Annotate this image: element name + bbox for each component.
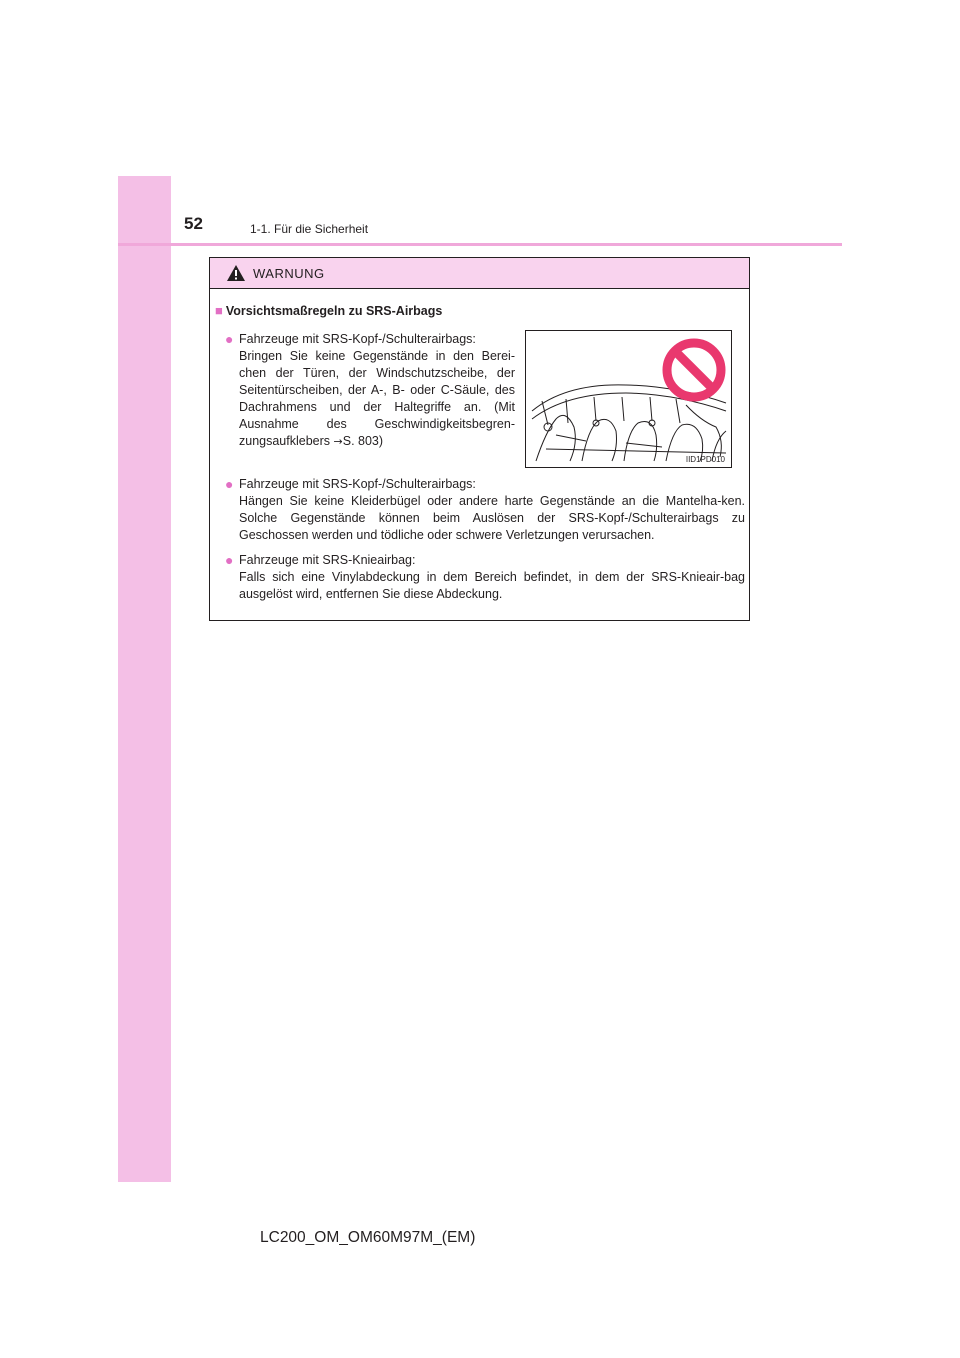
warning-subheading-text: Vorsichtsmaßregeln zu SRS-Airbags [225, 304, 443, 318]
side-tab-strip [118, 176, 171, 1182]
page-number: 52 [184, 214, 203, 233]
bullet-title: Fahrzeuge mit SRS-Knieairbag: [239, 553, 416, 567]
bullet-knee-airbag [225, 552, 745, 603]
header-rule [118, 243, 842, 246]
bullet-body-text: Bringen Sie keine Gegenstände in den Berei-chen der Türen, der Windschutzscheibe, der Seitentürscheiben, der A-, B- oder C-Säule, des Dachrahmens und der Haltegriffe an. (Mit Ausnahme des Geschwindigkeitsbegren-zungsaufklebers [239, 349, 515, 448]
bullet-body [239, 348, 515, 450]
prohibition-icon [661, 337, 727, 403]
bullet-dot-icon: ● [225, 331, 234, 347]
airbag-illustration [525, 330, 732, 468]
warning-triangle-icon [226, 264, 246, 282]
bullet-title: Fahrzeuge mit SRS-Kopf-/Schulterairbags: [239, 477, 476, 491]
document-code: LC200_OM_OM60M97M_(EM) [260, 1229, 476, 1246]
bullet-body: Falls sich eine Vinylabdeckung in dem Bereich befindet, in dem der SRS-Knieair-bag ausgelöst wird, entfernen Sie diese Abdeckung. [239, 570, 745, 601]
square-bullet-icon: ■ [215, 303, 223, 318]
page-reference: S. 803) [342, 434, 384, 448]
illustration-code: IID1PD010 [685, 455, 725, 464]
bullet-dot-icon: ● [225, 476, 234, 492]
section-title: 1-1. Für die Sicherheit [250, 222, 369, 236]
right-arrow-icon: → [333, 435, 343, 448]
warning-label: WARNUNG [253, 266, 325, 281]
bullet-coat-hooks [225, 476, 745, 544]
bullet-body: Hängen Sie keine Kleiderbügel oder andere harte Gegenstände an die Mantelha-ken. Solche Gegenstände können beim Auslösen der SRS-Kopf-/Schulterairbags zu Geschossen werden und tödliche oder schwere Verletzungen verursachen. [239, 494, 745, 542]
warning-header [210, 258, 749, 289]
bullet-dot-icon: ● [225, 552, 234, 568]
warning-box [209, 257, 750, 621]
bullet-head-airbags-1 [225, 331, 515, 450]
bullet-title: Fahrzeuge mit SRS-Kopf-/Schulterairbags: [239, 332, 476, 346]
warning-subheading [215, 303, 442, 318]
